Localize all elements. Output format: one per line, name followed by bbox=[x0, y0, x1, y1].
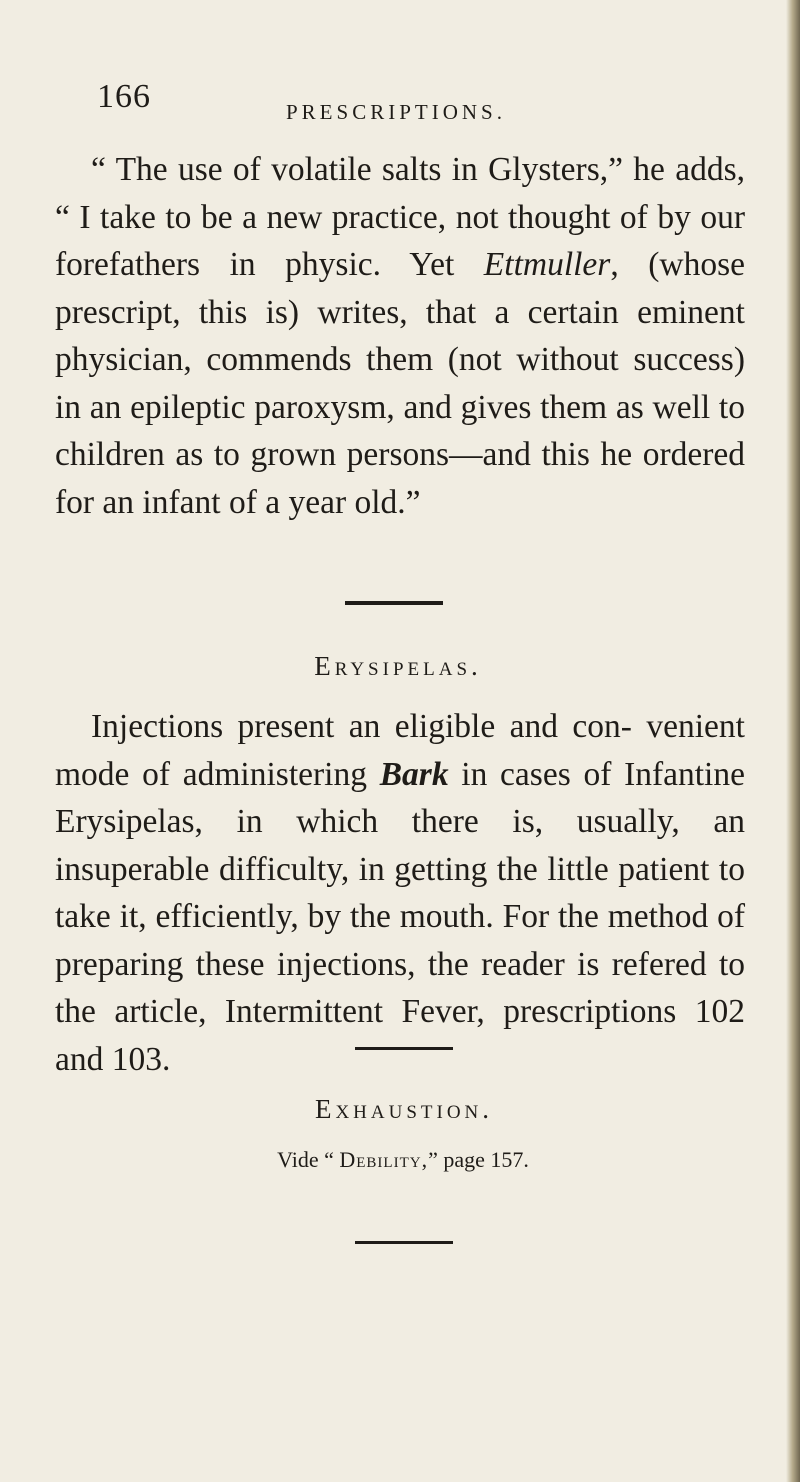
erysipelas-text-1: Injections present an eligible and con- venient mode of administering bbox=[55, 708, 745, 793]
erysipelas-paragraph bbox=[55, 703, 745, 1083]
erysipelas-heading: Erysipelas. bbox=[314, 651, 482, 681]
erysipelas-text-2: in cases of Infantine Erysipelas, in which there is, usually, an insuperable difficulty, in getting the little patient to take it, efficiently, by the mouth. For the method of preparing these injections, the reader is refered to the article, Intermittent Fever, prescriptions 102 and 103. bbox=[55, 755, 745, 1078]
glysters-paragraph bbox=[55, 146, 745, 526]
section-divider-rule bbox=[345, 601, 443, 605]
running-title: PRESCRIPTIONS. bbox=[286, 100, 506, 124]
section-divider-rule bbox=[355, 1047, 453, 1050]
page-edge-shadow bbox=[786, 0, 800, 1482]
glysters-text-1: “ The use of volatile salts in Glysters,” he adds, “ I take to be a new practice, not thought of by our forefathers in physic. Yet bbox=[55, 151, 745, 283]
ettmuller-name: Ettmuller bbox=[483, 246, 611, 283]
cross-reference bbox=[3, 1147, 800, 1173]
vide-suffix: ” page 157. bbox=[428, 1147, 529, 1172]
exhaustion-heading: Exhaustion. bbox=[314, 1094, 494, 1124]
glysters-text-2: , (whose prescript, this is) writes, that a certain eminent physician, commends them (not without success) in an epileptic paroxysm, and gives them as well to children as to grown persons—and this he ordered for an infant of a year old.” bbox=[55, 246, 745, 521]
vide-prefix: Vide “ bbox=[277, 1147, 340, 1172]
page-number: 166 bbox=[97, 78, 151, 115]
section-divider-rule bbox=[355, 1241, 453, 1244]
debility-reference: Debility, bbox=[339, 1147, 429, 1172]
bark-term: Bark bbox=[379, 755, 449, 793]
